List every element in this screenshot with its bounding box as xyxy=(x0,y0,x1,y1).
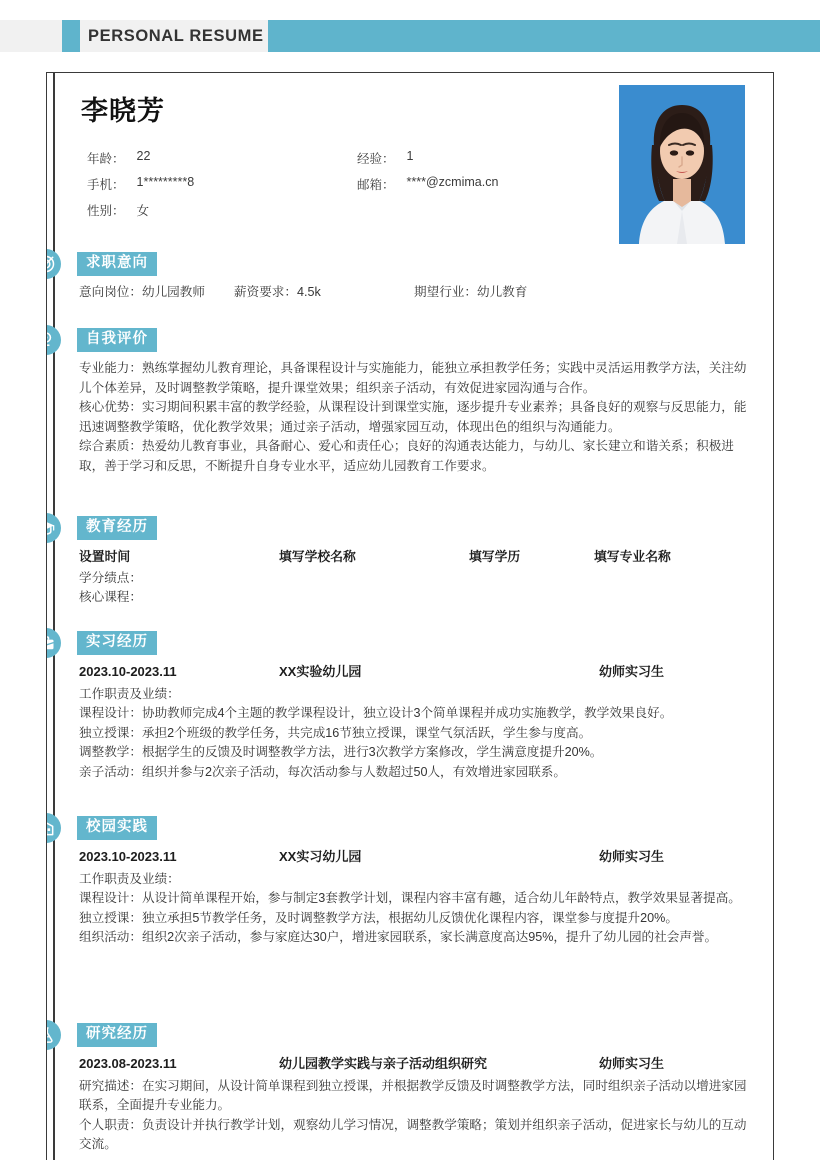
campus-org: XX实习幼儿园 xyxy=(279,849,362,864)
avatar xyxy=(619,85,745,244)
research-bullet: 个人职责：负责设计并执行教学计划，观察幼儿学习情况，调整教学策略；策划并组织亲子活动，促进家长与幼儿的互动交流。 xyxy=(79,1117,747,1151)
internship-period: 2023.10-2023.11 xyxy=(79,664,177,679)
intent-salary xyxy=(234,283,414,303)
banner-accent-fill xyxy=(268,20,820,52)
section-title-internship: 实习经历 xyxy=(77,631,157,655)
school-building-icon xyxy=(46,813,61,843)
education-col-major: 填写专业名称 xyxy=(594,549,671,564)
page-title: PERSONAL RESUME xyxy=(88,27,264,45)
meta-label: 性别： xyxy=(87,204,125,218)
research-period: 2023.08-2023.11 xyxy=(79,1056,177,1071)
internship-header-row xyxy=(79,662,751,682)
internship-subtitle: 工作职责及业绩： xyxy=(79,686,180,701)
section-title-self-evaluation: 自我评价 xyxy=(77,328,157,352)
meta-row xyxy=(87,197,627,223)
section-body-research xyxy=(79,1054,751,1155)
campus-role: 幼师实习生 xyxy=(599,849,665,864)
meta-label: 年龄： xyxy=(87,152,125,166)
internship-org: XX实验幼儿园 xyxy=(279,664,362,679)
meta-phone xyxy=(87,175,357,193)
education-col-degree: 填写学历 xyxy=(469,549,521,564)
award-icon xyxy=(46,325,61,355)
profile-meta xyxy=(87,145,627,223)
research-role: 幼师实习生 xyxy=(599,1056,665,1071)
section-title-campus-practice: 校园实践 xyxy=(77,816,157,840)
meta-experience xyxy=(357,149,627,167)
intent-position-value: 幼儿园教师 xyxy=(141,285,205,299)
briefcase-icon xyxy=(46,628,61,658)
timeline-rail xyxy=(53,73,55,1160)
meta-age xyxy=(87,149,357,167)
intent-salary-value: 4.5k xyxy=(296,285,321,299)
meta-value: ****@zcmima.cn xyxy=(406,175,499,189)
campus-header-row xyxy=(79,847,751,867)
research-bullet: 研究描述：在实习期间，从设计简单课程到独立授课，并根据教学反馈及时调整教学方法，同时组织亲子活动以增进家园联系，全面提升专业能力。 xyxy=(79,1078,747,1112)
intent-industry xyxy=(414,283,614,303)
banner-accent-tab xyxy=(62,20,80,52)
education-detail: 学分绩点： xyxy=(79,570,142,585)
meta-label: 手机： xyxy=(87,178,125,192)
section-title-education: 教育经历 xyxy=(77,516,157,540)
meta-value: 22 xyxy=(136,149,151,163)
section-body-job-intention xyxy=(79,283,751,303)
self-eval-paragraph: 专业能力：熟练掌握幼儿教育理论，具备课程设计与实施能力，能独立承担教学任务；实践中灵活运用教学方法，关注幼儿个体差异，及时调整教学策略，提升课堂效果；组织亲子活动，有效促进家园沟通与合作。 xyxy=(79,361,747,395)
meta-value: 女 xyxy=(136,204,150,218)
campus-subtitle: 工作职责及业绩： xyxy=(79,871,180,886)
campus-period: 2023.10-2023.11 xyxy=(79,849,177,864)
intent-industry-value: 幼儿教育 xyxy=(476,285,528,299)
intent-position-label: 意向岗位： xyxy=(79,285,142,299)
education-detail: 核心课程： xyxy=(79,590,142,604)
meta-value: 1*********8 xyxy=(136,175,195,189)
self-eval-paragraph: 核心优势：实习期间积累丰富的教学经验，从课程设计到课堂实施，逐步提升专业素养；具备良好的观察与反思能力，能迅速调整教学策略，优化教学效果；通过亲子活动，增强家园互动，体现出色的组织与沟通能力。 xyxy=(79,400,747,434)
internship-bullet: 独立授课：承担2个班级的教学任务，共完成16节独立授课，课堂气氛活跃，学生参与度高。 xyxy=(79,725,592,740)
meta-email xyxy=(357,175,627,193)
research-header-row xyxy=(79,1054,751,1074)
education-header-row xyxy=(79,547,751,567)
campus-bullet: 独立授课：独立承担5节教学任务，及时调整教学方法，根据幼儿反馈优化课程内容，课堂参与度提升20%。 xyxy=(79,910,678,925)
resume-card xyxy=(46,72,774,1160)
section-body-self-evaluation xyxy=(79,359,751,476)
internship-bullet: 亲子活动：组织并参与2次亲子活动，每次活动参与人数超过50人，有效增进家园联系。 xyxy=(79,764,566,779)
education-col-school: 填写学校名称 xyxy=(279,549,356,564)
internship-bullet: 调整教学：根据学生的反馈及时调整教学方法，进行3次教学方案修改，学生满意度提升20%。 xyxy=(79,745,603,759)
self-eval-paragraph: 综合素质：热爱幼儿教育事业，具备耐心、爱心和责任心；良好的沟通表达能力，与幼儿、家长建立和谐关系；积极进取，善于学习和反思，不断提升自身专业水平，适应幼儿园教育工作要求。 xyxy=(79,439,734,473)
job-intention-row xyxy=(79,283,751,303)
campus-bullet: 组织活动：组织2次亲子活动，参与家庭达30户，增进家园联系，家长满意度高达95%，提升了幼儿园的社会声誉。 xyxy=(79,930,718,944)
meta-label: 经验： xyxy=(357,152,395,166)
meta-row xyxy=(87,171,627,197)
intent-industry-label: 期望行业： xyxy=(414,285,477,299)
internship-bullet: 课程设计：协助教师完成4个主题的教学课程设计，独立设计3个简单课程并成功实施教学，教学效果良好。 xyxy=(79,706,673,720)
meta-gender xyxy=(87,201,357,219)
meta-value: 1 xyxy=(406,149,414,163)
intent-salary-label: 薪资要求： xyxy=(234,285,297,299)
section-body-internship xyxy=(79,662,751,782)
section-body-education xyxy=(79,547,751,608)
section-title-job-intention: 求职意向 xyxy=(77,252,157,276)
campus-bullet: 课程设计：从设计简单课程开始，参与制定3套教学计划，课程内容丰富有趣，适合幼儿年龄特点，教学效果显著提高。 xyxy=(79,891,741,905)
candidate-name: 李晓芳 xyxy=(81,96,165,126)
internship-role: 幼师实习生 xyxy=(599,664,665,679)
section-title-research: 研究经历 xyxy=(77,1023,157,1047)
intent-position xyxy=(79,283,234,303)
meta-label: 邮箱： xyxy=(357,178,395,192)
flask-icon xyxy=(46,1020,61,1050)
section-body-campus-practice xyxy=(79,847,751,948)
target-icon xyxy=(46,249,61,279)
research-org: 幼儿园教学实践与亲子活动组织研究 xyxy=(279,1056,488,1071)
education-col-time: 设置时间 xyxy=(79,549,131,564)
meta-row xyxy=(87,145,627,171)
graduation-cap-icon xyxy=(46,513,61,543)
